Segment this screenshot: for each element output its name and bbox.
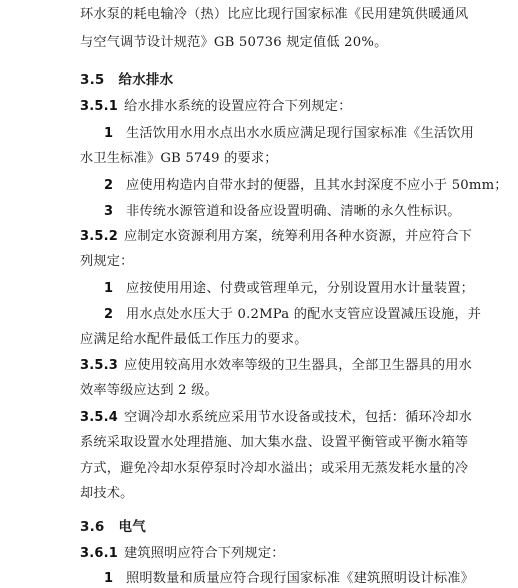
item-text: 应使用构造内自带水封的便器，且其水封深度不应小于 50mm；: [126, 178, 508, 193]
clause-item: [104, 280, 474, 298]
paragraph-line: 与空气调节设计规范》GB 50736 规定值低 20%。: [80, 35, 388, 50]
clause-3-5-3: [80, 357, 472, 375]
item-number: 3: [104, 204, 114, 219]
item-number: 1: [104, 571, 114, 586]
clause-3-6-1: [80, 545, 285, 563]
section-number: 3.5: [80, 72, 105, 88]
clause-item: [104, 177, 508, 195]
item-text: 用水点处水压大于 0.2MPa 的配水支管应设置减压设施，并: [126, 307, 482, 322]
clause-number: 3.5.2: [80, 229, 119, 244]
clause-number: 3.6.1: [80, 546, 119, 561]
paragraph-line: 应满足给水配件最低工作压力的要求。: [80, 332, 308, 347]
paragraph-line: 环水泵的耗电输冷（热）比应比现行国家标准《民用建筑供暖通风: [80, 7, 469, 22]
clause-item: [104, 125, 474, 143]
item-text: 照明数量和质量应符合现行国家标准《建筑照明设计标准》: [126, 571, 475, 586]
clause-text: 空调冷却水系统应采用节水设备或技术，包括：循环冷却水: [124, 410, 473, 425]
clause-item: [104, 570, 474, 588]
section-heading-3-5: [80, 71, 173, 89]
section-title: 给水排水: [118, 72, 174, 88]
section-number: 3.6: [80, 519, 105, 535]
item-number: 1: [104, 281, 114, 296]
clause-number: 3.5.3: [80, 358, 119, 373]
section-heading-3-6: [80, 518, 146, 536]
item-number: 2: [104, 178, 114, 193]
clause-number: 3.5.4: [80, 410, 119, 425]
clause-3-5-1: [80, 98, 352, 116]
clause-3-5-4: [80, 409, 472, 427]
item-text: 非传统水源管道和设备应设置明确、清晰的永久性标识。: [126, 204, 461, 219]
paragraph-line: 系统采取设置水处理措施、加大集水盘、设置平衡管或平衡水箱等: [80, 435, 469, 450]
paragraph-line: 水卫生标准》GB 5749 的要求；: [80, 151, 278, 166]
paragraph-line: 却技术。: [80, 486, 134, 501]
clause-text: 应制定水资源利用方案，统筹利用各种水资源，并应符合下: [124, 229, 473, 244]
section-title: 电气: [118, 519, 146, 535]
item-text: 应按使用用途、付费或管理单元，分别设置用水计量装置；: [126, 281, 475, 296]
clause-text: 建筑照明应符合下列规定：: [124, 546, 285, 561]
clause-text: 给水排水系统的设置应符合下列规定：: [124, 99, 352, 114]
clause-item: [104, 203, 461, 221]
item-number: 1: [104, 126, 114, 141]
clause-number: 3.5.1: [80, 99, 119, 114]
item-number: 2: [104, 307, 114, 322]
paragraph-line: 效率等级应达到 2 级。: [80, 383, 218, 398]
paragraph-line: 方式，避免冷却水泵停泵时冷却水溢出；或采用无蒸发耗水量的冷: [80, 461, 469, 476]
paragraph-line: 列规定：: [80, 254, 134, 269]
clause-text: 应使用较高用水效率等级的卫生器具，全部卫生器具的用水: [124, 358, 473, 373]
clause-item: [104, 306, 481, 324]
clause-3-5-2: [80, 228, 472, 246]
item-text: 生活饮用水用水点出水水质应满足现行国家标准《生活饮用: [126, 126, 475, 141]
